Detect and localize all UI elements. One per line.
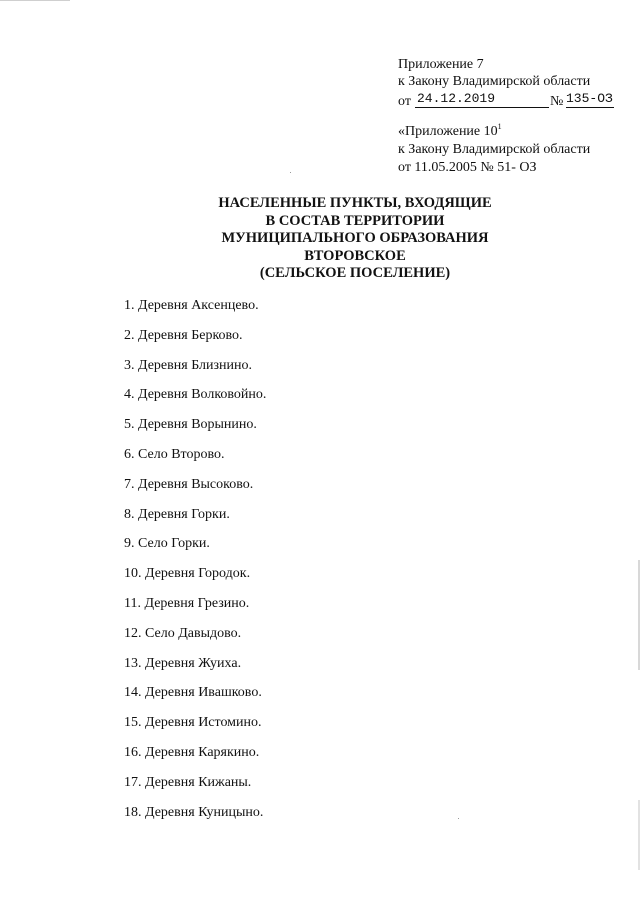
list-item: 6. Село Второво. (124, 446, 225, 462)
list-item: 16. Деревня Карякино. (124, 744, 260, 760)
list-item: 12. Село Давыдово. (124, 625, 242, 641)
title-line: В СОСТАВ ТЕРРИТОРИИ (265, 212, 445, 229)
law-date: 24.12.2019 (415, 90, 549, 108)
list-item: 2. Деревня Берково. (124, 327, 243, 343)
law-number: 135-ОЗ (566, 91, 613, 106)
document-title (150, 195, 560, 283)
list-item: 11. Деревня Грезино. (124, 595, 250, 611)
scan-speck (458, 818, 459, 819)
title-line: (СЕЛЬСКОЕ ПОСЕЛЕНИЕ) (259, 265, 451, 282)
list-item: 17. Деревня Кижаны. (124, 774, 252, 790)
list-item: 9. Село Горки. (124, 536, 210, 552)
list-item: 14. Деревня Ивашково. (124, 685, 262, 701)
appendix-title: Приложение 7 (398, 57, 484, 72)
list-item: 8. Деревня Горки. (124, 506, 230, 522)
previous-appendix-law-reference: к Закону Владимирской области (398, 142, 591, 157)
appendix-date-line (398, 90, 613, 109)
title-line: НАСЕЛЕННЫЕ ПУНКТЫ, ВХОДЯЩИЕ (218, 195, 492, 211)
page-edge-mark (0, 0, 70, 1)
list-item: 4. Деревня Волковойно. (124, 387, 267, 403)
scan-speck (290, 172, 291, 173)
list-item: 7. Деревня Высоково. (124, 476, 254, 492)
list-item: 10. Деревня Городок. (124, 566, 251, 582)
list-item: 13. Деревня Жуиха. (124, 655, 242, 671)
appendix-header (398, 56, 613, 109)
title-line: МУНИЦИПАЛЬНОГО ОБРАЗОВАНИЯ (221, 230, 489, 247)
title-line: ВТОРОВСКОЕ (304, 247, 406, 264)
list-item: 18. Деревня Куницыно. (124, 804, 264, 820)
list-item: 3. Деревня Близнино. (124, 357, 253, 373)
appendix-law-reference: к Закону Владимирской области (398, 74, 591, 89)
previous-appendix-header (398, 123, 590, 177)
date-prefix: от (398, 94, 411, 109)
settlement-list (124, 297, 266, 833)
list-item: 15. Деревня Истомино. (124, 715, 262, 731)
previous-appendix-date: от 11.05.2005 № 51- ОЗ (398, 160, 537, 175)
number-sign: № (550, 94, 564, 109)
previous-appendix-title: «Приложение $10^1$ (398, 122, 502, 139)
list-item: 5. Деревня Ворынино. (124, 417, 257, 433)
appendix-superscript: 1 (497, 122, 502, 131)
list-item: 1. Деревня Аксенцево. (124, 298, 259, 313)
